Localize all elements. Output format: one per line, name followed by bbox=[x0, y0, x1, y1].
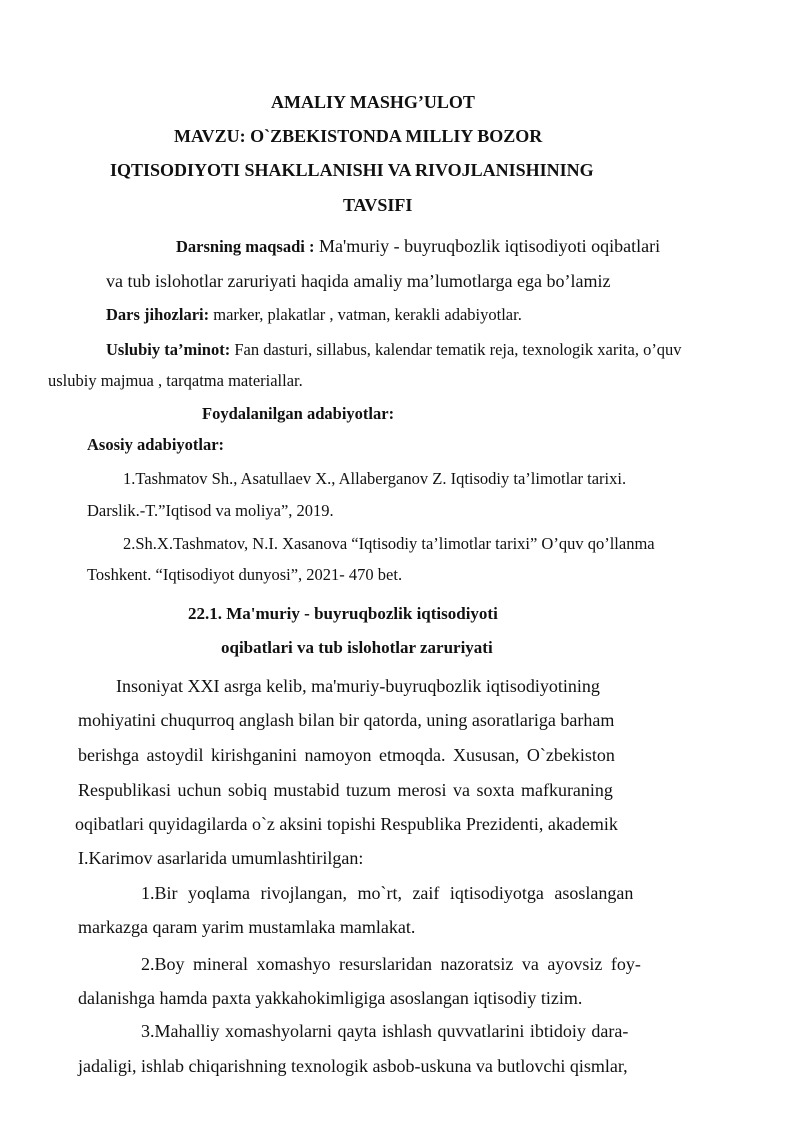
references-heading: Foydalanilgan adabiyotlar: bbox=[202, 404, 395, 423]
lesson-goal-text: Ma'muriy - buyruqbozlik iqtisodiyoti oqibatlari bbox=[318, 236, 661, 256]
lesson-goal-line-1 bbox=[176, 237, 660, 256]
paragraph-line-5: oqibatlari quyidagilarda o`z aksini topishi Respublika Prezidenti, akademik bbox=[75, 814, 618, 834]
list-item-2-line-2: dalanishga hamda paxta yakkahokimligiga asoslangan iqtisodiy tizim. bbox=[78, 988, 583, 1008]
list-item-3-line-2: jadaligi, ishlab chiqarishning texnologik asbob-uskuna va butlovchi qismlar, bbox=[78, 1056, 628, 1076]
reference-1-line-1: 1.Tashmatov Sh., Asatullaev X., Allaberganov Z. Iqtisodiy ta’limotlar tarixi. bbox=[123, 469, 627, 488]
method-text: Fan dasturi, sillabus, kalendar tematik reja, texnologik xarita, o’quv bbox=[234, 340, 682, 359]
method-line-1 bbox=[106, 342, 682, 359]
title-line-2: MAVZU: O`ZBEKISTONDA MILLIY BOZOR bbox=[174, 126, 543, 146]
reference-1-line-2: Darslik.-T.”Iqtisod va moliya”, 2019. bbox=[87, 501, 334, 520]
equipment-text: marker, plakatlar , vatman, kerakli adabiyotlar. bbox=[213, 305, 522, 324]
method-line-2: uslubiy majmua , tarqatma materiallar. bbox=[48, 371, 303, 390]
list-item-2-line-1: 2.Boy mineral xomashyo resurslaridan nazoratsiz va ayovsiz foy- bbox=[141, 954, 641, 974]
section-heading-line-2: oqibatlari va tub islohotlar zaruriyati bbox=[221, 638, 493, 657]
section-heading-line-1: 22.1. Ma'muriy - buyruqbozlik iqtisodiyoti bbox=[188, 604, 498, 623]
list-item-1-line-2: markazga qaram yarim mustamlaka mamlakat. bbox=[78, 917, 416, 937]
paragraph-line-4: Respublikasi uchun sobiq mustabid tuzum merosi va soxta mafkuraning bbox=[78, 780, 613, 800]
paragraph-line-6: I.Karimov asarlarida umumlashtirilgan: bbox=[78, 848, 364, 868]
reference-2-line-1: 2.Sh.X.Tashmatov, N.I. Xasanova “Iqtisodiy ta’limotlar tarixi” O’quv qo’llanma bbox=[123, 534, 655, 553]
paragraph-line-2: mohiyatini chuqurroq anglash bilan bir qatorda, uning asoratlariga barham bbox=[78, 710, 615, 730]
list-item-1-line-1: 1.Bir yoqlama rivojlangan, mo`rt, zaif iqtisodiyotga asoslangan bbox=[141, 883, 634, 903]
equipment-line bbox=[106, 307, 522, 324]
paragraph-line-1: Insoniyat XXI asrga kelib, ma'muriy-buyruqbozlik iqtisodiyotining bbox=[116, 676, 600, 696]
title-line-1: AMALIY MASHG’ULOT bbox=[271, 92, 475, 112]
paragraph-line-3: berishga astoydil kirishganini namoyon etmoqda. Xususan, O`zbekiston bbox=[78, 745, 615, 765]
lesson-goal-label: Darsning maqsadi : bbox=[176, 237, 315, 256]
method-label: Uslubiy ta’minot: bbox=[106, 340, 231, 359]
title-line-4: TAVSIFI bbox=[343, 195, 413, 215]
equipment-label: Dars jihozlari: bbox=[106, 305, 210, 324]
title-line-3: IQTISODIYOTI SHAKLLANISHI VA RIVOJLANISHINING bbox=[110, 160, 594, 180]
reference-2-line-2: Toshkent. “Iqtisodiyot dunyosi”, 2021- 470 bet. bbox=[87, 565, 403, 584]
list-item-3-line-1: 3.Mahalliy xomashyolarni qayta ishlash quvvatlarini ibtidoiy dara- bbox=[141, 1021, 629, 1041]
main-references-heading: Asosiy adabiyotlar: bbox=[87, 435, 225, 454]
lesson-goal-line-2: va tub islohotlar zaruriyati haqida amaliy ma’lumotlarga ega bo’lamiz bbox=[106, 271, 611, 291]
